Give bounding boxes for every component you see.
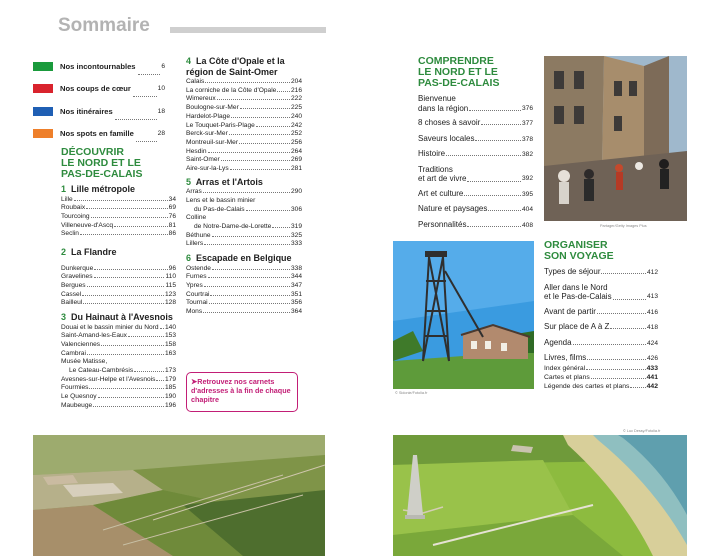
blue-swatch xyxy=(33,107,53,116)
toc-entry[interactable]: Agenda 424 xyxy=(544,337,658,347)
comprendre-list xyxy=(418,94,533,230)
toc-entry[interactable]: Le Cateau-Cambrésis 173 xyxy=(69,367,176,375)
toc-entry[interactable]: Courtrai 351 xyxy=(186,290,302,298)
legend-row[interactable]: Nos coups de cœur 10 xyxy=(33,78,165,101)
photo-credit: © Luc Dessy/Fotolia.fr xyxy=(623,429,661,433)
toc-entry[interactable]: Saint-Amand-les-Eaux 153 xyxy=(61,332,176,340)
address-callout xyxy=(186,372,298,412)
coast-aerial-photo xyxy=(33,435,325,556)
section-heading: 1 Lille métropole xyxy=(61,184,136,194)
photo-graphic xyxy=(544,56,687,221)
organiser-heading: ORGANISER SON VOYAGE xyxy=(544,239,614,262)
toc-entry[interactable]: Bailleul 128 xyxy=(61,299,176,307)
legend-label: Nos incontournables xyxy=(60,61,136,71)
toc-column-left xyxy=(61,184,176,411)
toc-entry[interactable]: Aller dans le Nord et le Pas-de-Calais 413 xyxy=(544,282,658,301)
toc-entry[interactable]: Lens et le bassin minier xyxy=(186,196,256,204)
green-swatch xyxy=(33,62,53,71)
toc-entry[interactable]: Traditions et art de vivre 392 xyxy=(418,164,533,183)
legend-row[interactable]: Nos incontournables 6 xyxy=(33,55,165,78)
photo-graphic xyxy=(33,435,325,556)
legend-row[interactable]: Nos itinéraires 18 xyxy=(33,100,165,123)
toc-entry[interactable]: Bienvenue dans la région 376 xyxy=(418,94,533,113)
toc-entry[interactable]: Avant de partir 416 xyxy=(544,306,658,316)
toc-entry[interactable]: Montreuil-sur-Mer 256 xyxy=(186,138,302,146)
section-heading: 2 La Flandre xyxy=(61,247,117,258)
toc-entry[interactable]: Livres, films 426 xyxy=(544,353,658,362)
toc-entry[interactable]: Le Touquet-Paris-Plage 242 xyxy=(186,121,302,129)
toc-entry[interactable]: Cartes et plans 441 xyxy=(544,373,658,381)
mine-headframe-photo xyxy=(393,241,534,389)
photo-graphic xyxy=(393,241,534,389)
toc-entry[interactable]: Furnes 344 xyxy=(186,273,302,281)
toc-entry[interactable]: Valenciennes 158 xyxy=(61,340,176,348)
toc-entry[interactable]: Maubeuge 196 xyxy=(61,401,176,409)
toc-entry[interactable]: Avesnes-sur-Helpe et l'Avesnois 179 xyxy=(61,375,176,383)
street-cafe-photo xyxy=(544,56,687,221)
photo-graphic xyxy=(393,435,687,556)
toc-entry[interactable]: Seclin 86 xyxy=(61,230,176,238)
toc-entry[interactable]: Ostende 338 xyxy=(186,264,302,272)
legend-label: Nos spots en famille xyxy=(60,129,134,139)
comprendre-heading: COMPRENDRE LE NORD ET LE PAS-DE-CALAIS xyxy=(418,55,500,89)
toc-entry[interactable]: Colline xyxy=(186,214,207,222)
toc-entry[interactable]: Hesdin 264 xyxy=(186,147,302,155)
photo-credit: © Sidonie/Fotolia.fr xyxy=(395,391,428,395)
toc-entry[interactable]: Cassel 123 xyxy=(61,290,176,298)
toc-entry[interactable]: Personnalités 408 xyxy=(418,219,533,229)
legend xyxy=(33,55,165,145)
cursor-icon: ➤ xyxy=(191,377,198,386)
toc-entry[interactable]: Béthune 325 xyxy=(186,231,302,239)
toc-entry[interactable]: La corniche de la Côte d'Opale 216 xyxy=(186,86,302,94)
toc-entry[interactable]: Le Quesnoy 190 xyxy=(61,393,176,401)
toc-entry[interactable]: Tournai 356 xyxy=(186,299,302,307)
title-bar xyxy=(170,27,326,33)
photo-credit: Partager/Getty Images Plus xyxy=(600,224,647,228)
toc-entry[interactable]: Arras 290 xyxy=(186,188,302,196)
toc-entry[interactable]: Aire-sur-la-Lys 281 xyxy=(186,165,302,173)
organiser-list xyxy=(544,267,658,391)
toc-entry[interactable]: Mons 364 xyxy=(186,308,302,316)
section-heading: 5 Arras et l'Artois xyxy=(186,176,263,187)
orange-swatch xyxy=(33,129,53,138)
toc-entry[interactable]: Berck-sur-Mer 252 xyxy=(186,130,302,138)
toc-entry[interactable]: Histoire 382 xyxy=(418,149,533,158)
toc-entry[interactable]: Gravelines 110 xyxy=(61,273,176,281)
toc-entry[interactable]: Lille 34 xyxy=(61,195,176,203)
toc-entry[interactable]: Tourcoing 76 xyxy=(61,212,176,220)
toc-entry[interactable]: 8 choses à savoir 377 xyxy=(418,118,533,127)
callout-text: ➤Retrouvez nos carnets d'adresses à la fin de chaque chapitre xyxy=(191,377,291,404)
coast-monument-photo xyxy=(393,435,687,556)
toc-entry[interactable]: Hardelot-Plage 240 xyxy=(186,112,302,120)
toc-entry[interactable]: de Notre-Dame-de-Lorette 319 xyxy=(194,223,302,231)
toc-entry[interactable]: Légende des cartes et plans 442 xyxy=(544,383,658,391)
title-band xyxy=(58,15,326,37)
toc-entry[interactable]: Musée Matisse, xyxy=(61,358,108,366)
toc-entry[interactable]: Saint-Omer 269 xyxy=(186,156,302,164)
red-swatch xyxy=(33,84,53,93)
discover-heading: DÉCOUVRIR LE NORD ET LE PAS-DE-CALAIS xyxy=(61,146,143,180)
toc-entry[interactable]: Art et culture 395 xyxy=(418,188,533,198)
toc-entry[interactable]: Types de séjour 412 xyxy=(544,267,658,276)
section-heading: 6 Escapade en Belgique xyxy=(186,253,292,264)
legend-label: Nos itinéraires xyxy=(60,106,113,116)
toc-entry[interactable]: Lillers 333 xyxy=(186,240,302,248)
toc-entry[interactable]: du Pas-de-Calais 306 xyxy=(194,205,302,213)
toc-entry[interactable]: Wimereux 222 xyxy=(186,95,302,103)
toc-entry[interactable]: Nature et paysages 404 xyxy=(418,204,533,213)
toc-entry[interactable]: Roubaix 69 xyxy=(61,204,176,212)
section-heading: 3 Du Hainaut à l'Avesnois xyxy=(61,312,173,323)
toc-entry[interactable]: Bergues 115 xyxy=(61,281,176,289)
toc-entry[interactable]: Boulogne-sur-Mer 225 xyxy=(186,104,302,112)
legend-label: Nos coups de cœur xyxy=(60,84,131,94)
toc-entry[interactable]: Douai et le bassin minier du Nord 140 xyxy=(61,323,176,331)
section-heading: 4 La Côte d'Opale et la région de Saint-Omer xyxy=(186,56,285,77)
legend-row[interactable]: Nos spots en famille 28 xyxy=(33,123,165,146)
toc-entry[interactable]: Fourmies 185 xyxy=(61,384,176,392)
toc-entry[interactable]: Villeneuve-d'Ascq 81 xyxy=(61,221,176,229)
toc-entry[interactable]: Sur place de A à Z 418 xyxy=(544,322,658,331)
toc-entry[interactable]: Dunkerque 96 xyxy=(61,264,176,272)
toc-entry[interactable]: Index général 433 xyxy=(544,364,658,372)
toc-entry[interactable]: Saveurs locales 378 xyxy=(418,133,533,143)
toc-entry[interactable]: Calais 204 xyxy=(186,78,302,85)
page-title: Sommaire xyxy=(58,15,150,36)
toc-column-mid xyxy=(186,56,302,317)
toc-entry[interactable]: Cambrai 163 xyxy=(61,349,176,357)
toc-entry[interactable]: Ypres 347 xyxy=(186,282,302,290)
